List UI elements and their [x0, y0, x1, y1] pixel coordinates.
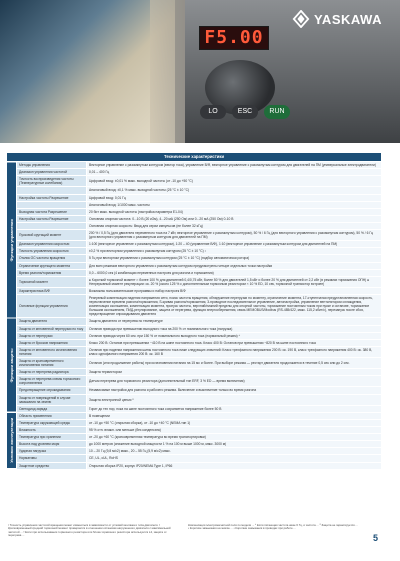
control-section [7, 162, 382, 318]
row-value: Открытая сборка IP20, корпус IP20/NEMA Type 1, IP66 [87, 462, 382, 469]
row-key: Точность воспроизведения частоты (Температурные колебания) [17, 176, 87, 187]
table-row [7, 419, 382, 426]
table-row [7, 332, 382, 339]
row-value: Защита электронной цепью ⁵ [87, 394, 382, 405]
row-key: Диапазон управления частотой [17, 169, 87, 176]
table-row [7, 455, 382, 462]
row-key [17, 187, 87, 194]
row-key: Нормативы [17, 455, 87, 462]
spec-table [6, 152, 382, 470]
row-key: Точность управления скоростью [17, 248, 87, 255]
lcd-display: F5.00 [199, 26, 269, 50]
table-row [7, 448, 382, 455]
row-value: 95 % отн. влажн. или меньше (без конденсата) [87, 427, 382, 434]
row-key: Отклик ОС частоты вращения [17, 255, 87, 262]
page-number: 5 [372, 533, 378, 543]
table-row [7, 276, 382, 287]
row-value: ● Короткий тормозной момент ²: более 100 % для двигателей 0,4/0,75 кВт, более 50 % для двигателей 1,5 кВт и более 20 % для двигателей от 2,2 кВт (в режимах торможения ОПН) ● Непрерывный момент рекуперации: ок. 20 % (около 125 % с дополнительным тормозным резистором ³: 10 % ED, 10 сек, тормозной транзистор встроен) [87, 276, 382, 287]
table-row [7, 427, 382, 434]
row-key: Настройка частоты Разрешение [17, 194, 87, 201]
row-value: Горит до тех пор, пока на шине постоянного тока сохраняется напряжение более 50 В [87, 405, 382, 412]
group-label-protection: Функции защиты [7, 318, 17, 412]
row-value: 0,0 – 6000,0 сек (4 комбинации переменных настроек для разгона и торможения) [87, 269, 382, 276]
row-key: Методы управления [17, 162, 87, 169]
table-row [7, 462, 382, 469]
row-value: Основная опорная скорость: Ввод для серии импульсов (не более 32 кГц) [87, 222, 382, 229]
row-key: Защита от мгновенной перегрузки по току [17, 325, 87, 332]
table-header [7, 153, 382, 162]
table-row [7, 387, 382, 394]
footnotes-left: ¹ Точность управления частотой вращения может изменяться в зависимости от условий монтажа и типа двигателя. ² Кратковременный средний тормозной момент проверяется в отношении остановки нагруженного двигателя с максимальной частотой ... ³ Если при использовании тормозного резистора или блока тормозного резистора используется L4, защита от перегрева ... [8, 523, 171, 537]
row-key: Тормозной момент [17, 276, 87, 287]
row-key: Температура окружающей среды [17, 419, 87, 426]
table-row [7, 394, 382, 405]
table-row [7, 269, 382, 276]
table-row [7, 176, 382, 187]
table-row [7, 339, 382, 346]
row-value: Останов при падении напряжения шины постоянного тока ниже следующих значений: Класс трехфазного напряжения 200 В: ок. 190 В, класс трехфазного напряжения 400 В: ок. 380 В, класс однофазного напряжения 200 В: ок. 160 В [87, 346, 382, 357]
table-row [7, 346, 382, 357]
row-key: Влажность [17, 427, 87, 434]
row-key: Защита от перегрузки [17, 332, 87, 339]
table-row [7, 262, 382, 269]
row-key [17, 222, 87, 229]
table-row [7, 434, 382, 441]
table-row [7, 255, 382, 262]
row-key: Выходная частота Разрешение [17, 208, 87, 215]
row-key: Диапазон управления скоростью [17, 241, 87, 248]
table-row [7, 294, 382, 317]
group-label-environment: Условия эксплуатации [7, 412, 17, 469]
row-key: Защита от мгновенного исчезновения питания [17, 346, 87, 357]
table-row [7, 412, 382, 419]
table-row [7, 222, 382, 229]
esc-key: ESC [232, 105, 258, 119]
row-key: Защита от перегрева схемы тормозного сопротивления [17, 376, 87, 387]
row-key: Высота над уровнем моря [17, 441, 87, 448]
protection-section [7, 318, 382, 412]
row-key: Предотвращение опрокидывания [17, 387, 87, 394]
group-label-control: Функции управления [7, 162, 17, 318]
row-key: Характеристика В/Ф [17, 287, 87, 294]
row-key: Светодиод заряда [17, 405, 87, 412]
row-key: Защита от бросков напряжения [17, 339, 87, 346]
row-value: 5 Гц при векторном управлении с разомкнутым контуром (25 °C ± 10 °C) (подбор автоматически ротора) [87, 255, 382, 262]
table-row [7, 441, 382, 448]
row-value: Останов (или продолжение работы) при исчезновении питания на 15 мс и более. При выборе режима — рестарт двигателя продолжается в течение 0,5 сек или до 2 сек. [87, 358, 382, 369]
table-title: Технические характеристики [7, 153, 382, 162]
row-value: 1:100 (векторное управление с разомкнутым контуром), 1:20 – 40 (управление В/Ф), 1:10 (векторное управление с разомкнутым контуром для двигателей на ПМ) [87, 241, 382, 248]
row-key: Температура при хранении [17, 434, 87, 441]
table-row [7, 376, 382, 387]
lo-re-key: LO [200, 105, 226, 119]
row-key: Ограничение крутящего момента [17, 262, 87, 269]
table-row [7, 369, 382, 376]
row-value: Останов привода при превышении выходного тока на 200 % от номинального тока (нагрузка) [87, 325, 382, 332]
row-key: Основные функции управления [17, 294, 87, 317]
table-row [7, 215, 382, 222]
row-value: 10 – 20 Гц (9,8 м/с2) макс., 20 – 55 Гц (5,9 м/с2) макс. [87, 448, 382, 455]
row-value: Цифровой вход: ±0,01 % макс. выходной частоты (от -10 до +50 °C) [87, 176, 382, 187]
row-value: Основная опорная частота: 0...10 В (20 кОм), 4...20 мА (250 Ом) или 0...20 мА (250 Ом) 0-10 В [87, 215, 382, 222]
footnotes-right: Компенсация электромагнитной поля по модели ... ⁴ Если питающая частота ниже 6 Гц, и частота ... ⁵ Защита не гарантируется ... • Короткие замыкания на землю ... • Короткие замыкания в проводах при работе ... [188, 523, 358, 531]
row-value: 200 % / 0,5 Гц (для двигателя переменного тока на 7 кВт, векторное управление с разомкнутым контуром), 50 % / 6 Гц (для векторного управления с разомкнутым контуром), 50 % / 6 Гц (для векторного управления с разомкнутым контуром для двигателей на ПМ) [87, 230, 382, 241]
row-value: Для всех режимов векторного управления с разомкнутым контуром предусмотрены четыре отдельных точки настройки [87, 262, 382, 269]
row-value: до 1000 метров (снижение выходной мощности 1 % на 100 м выше 1000 м, макс. 3000 м) [87, 441, 382, 448]
table-row [7, 208, 382, 215]
row-value: CE, UL, cUL, RoHS [87, 455, 382, 462]
row-value: Цифровой вход: 0,01 Гц [87, 194, 382, 201]
row-value: 20 бит макс. выходной частоты (настройка параметра E1-04) [87, 208, 382, 215]
environment-section [7, 412, 382, 469]
row-key: Защитное средство [17, 462, 87, 469]
row-key [17, 201, 87, 208]
row-value: Останов привода через 60 сек. при 150 % от номинального выходного тока (нормальный режим) ⁴ [87, 332, 382, 339]
row-value: Возможны пользовательские программы и набор настроек В/Ф [87, 287, 382, 294]
row-value: Класс 200 В: Останов при превышении ~410 В на шине постоянного тока. Класс 400 В: Останов при превышении ~820 В на шине постоянного тока [87, 339, 382, 346]
row-value: Датчик перегрева для тормозного резистора (дополнительный тип ERF, 3 % ED — время включения) [87, 376, 382, 387]
row-key: Защита от перегрева радиатора [17, 369, 87, 376]
table-row [7, 241, 382, 248]
table-row [7, 162, 382, 169]
table-row [7, 201, 382, 208]
row-value: В помещении [87, 412, 382, 419]
row-value: Аналоговый вход: ±0,1 % макс. выходной частоты (25 °C ± 10 °C) [87, 187, 382, 194]
table-row [7, 230, 382, 241]
row-key: Настройка частоты Разрешение [17, 215, 87, 222]
table-row [7, 318, 382, 325]
row-key: Защита от повреждений в случае замыкания на землю [17, 394, 87, 405]
factory-photo [0, 0, 175, 143]
table-row [7, 287, 382, 294]
table-row [7, 169, 382, 176]
row-value: Резервный компенсация падения напряжения сети, поиск частоты вращения, обнаружение перегрузки по моменту, ограничение момента, 17-ступенчатая предустановленная скорость, переключение времени разгона/торможения, S-кривая разгона/торможения, 3-проводное последовательное управление, автонастройка, управление вентилятором охлаждения, компенсация скольжения, компенсация момента, пропуск частоты, верхний/нижний пределы для опорной частоты, торможение постоянным током при пуске и останове, торможение большим скольжением, ПИД-регулирование, защита от перегрева, функция энергосбережения, связь MEMOBUS/Modbus (RS-485/422, макс. 115,2 кбит/с), перезапуск после сбоя, предотвращение опрокидывания двигателя [87, 294, 382, 317]
table-row [7, 187, 382, 194]
table-row [7, 358, 382, 369]
brand-name: YASKAWA [313, 11, 382, 27]
row-value: от -20 до +60 °C (кратковременная температура во время транспортировки) [87, 434, 382, 441]
row-key: Защита двигателя [17, 318, 87, 325]
row-value: Векторное управление с разомкнутым контуром (вектор тока), управление В/Ф, векторное управление с разомкнутым контуром для двигателей на ПМ (универсальные электродвигатели) [87, 162, 382, 169]
hero-banner [0, 0, 400, 143]
row-value: Аналоговый вход: 1/1000 макс. частоты [87, 201, 382, 208]
row-value: ±0,2 % при векторном управлении с разомкнутым контуром (25 °C ± 10 °C) ¹ [87, 248, 382, 255]
run-key: RUN [264, 105, 290, 119]
row-key: Ударная нагрузка [17, 448, 87, 455]
logo-icon [292, 10, 310, 28]
row-key: Защита от кратковременного исчезновения питания [17, 358, 87, 369]
table-row [7, 248, 382, 255]
row-value: от -10 до +50 °C (открытая сборка), от -10 до +40 °C (NEMA тип 1) [87, 419, 382, 426]
row-value: Независимые настройки для разгона и рабочего режима. Включение и выключение только во время разгона [87, 387, 382, 394]
row-value: Защита термистором [87, 369, 382, 376]
row-key: Время разгона/торможения [17, 269, 87, 276]
table-row [7, 194, 382, 201]
table-row [7, 325, 382, 332]
row-value: 0,01 – 400 Гц [87, 169, 382, 176]
row-value: Защита двигателя от перегрева по температуре [87, 318, 382, 325]
brand-logo [292, 10, 382, 28]
row-key: Область применения [17, 412, 87, 419]
row-key: Пусковой крутящий момент [17, 230, 87, 241]
table-row [7, 405, 382, 412]
